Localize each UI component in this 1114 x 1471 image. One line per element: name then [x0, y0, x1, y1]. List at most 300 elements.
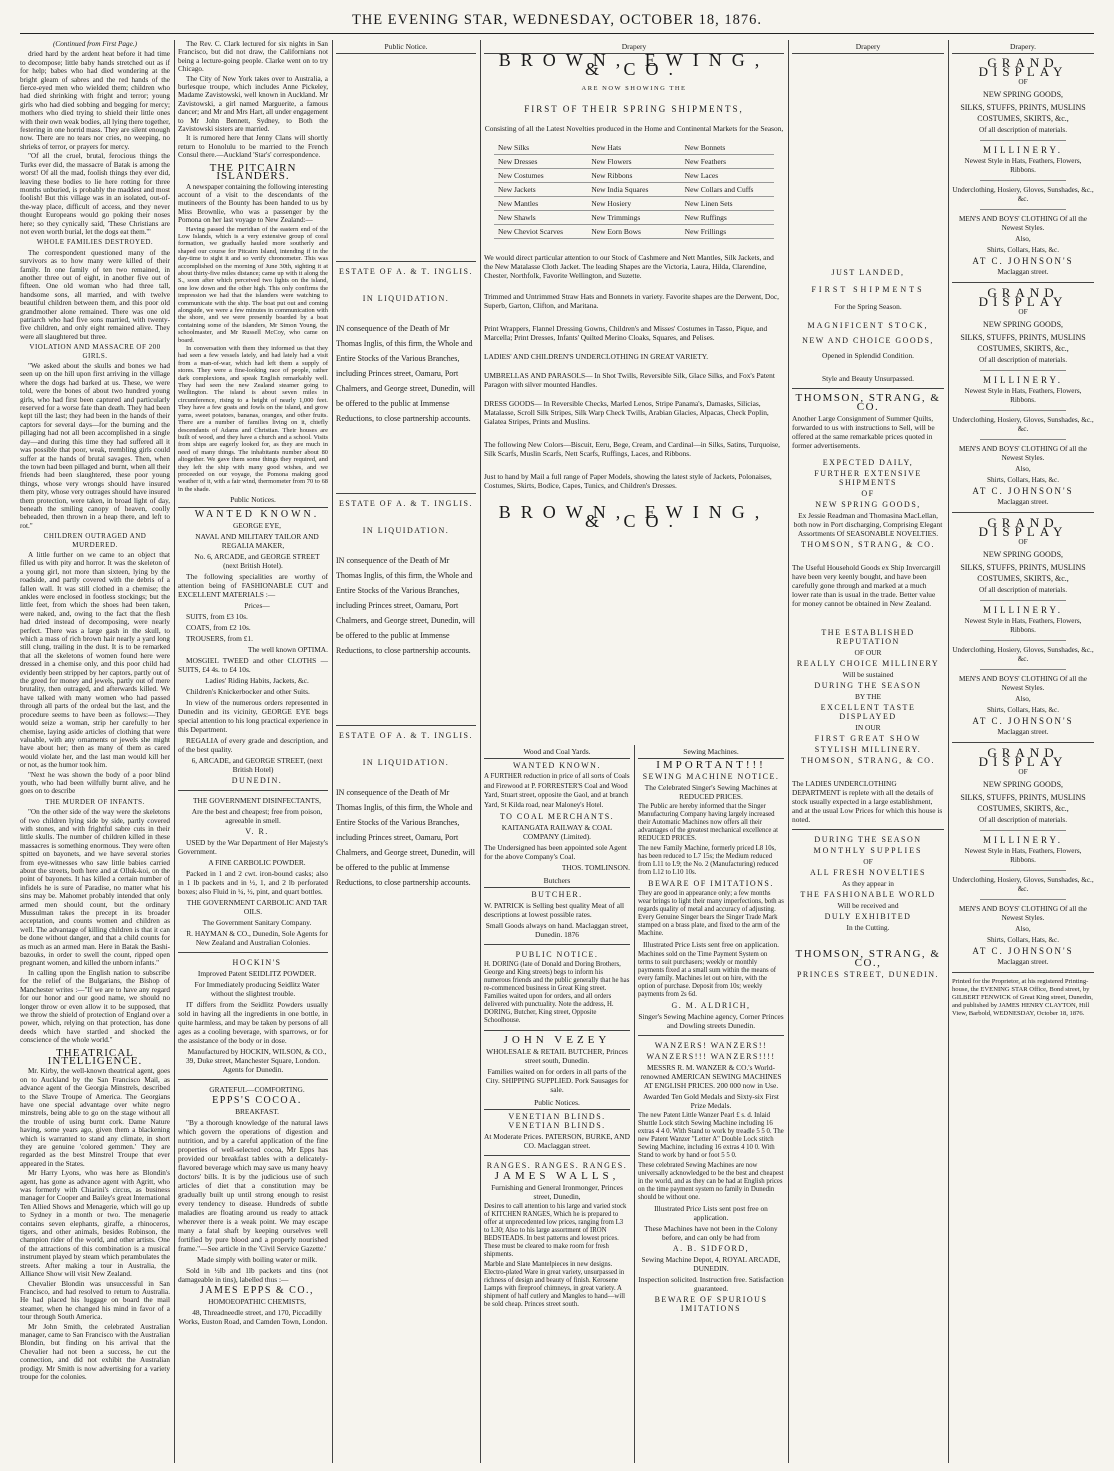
- ad-line: NAVAL AND MILITARY TAILOR AND REGALIA MAKER,: [195, 531, 319, 550]
- ad-line: Just to hand by Mail a full range of Paper Models, showing the latest style of Jackets, Polonaises, Costumes, Skirts, Bodice, Capes, Tunics, and Children's Dresses.: [484, 472, 772, 490]
- ad-line: Children's Knickerbocker and other Suits.: [186, 686, 310, 696]
- section-label: Drapery: [792, 40, 944, 54]
- ad-title: BEWARE OF IMITATIONS.: [648, 879, 774, 888]
- grand-display-advert: [952, 55, 1094, 277]
- divider: [178, 952, 328, 953]
- article-paragraph: Chevalier Blondin was unsuccessful in San Francisco, and had resolved to return to Australia. He had placed his luggage on board the mail steamer, when he changed his mind in favor of a tour through South America.: [20, 1279, 170, 1322]
- firm-name: THOMSON, STRANG, & CO.: [801, 540, 935, 549]
- ad-line: In the Cutting.: [846, 923, 890, 932]
- ad-line: NEW SPRING GOODS,: [982, 90, 1064, 99]
- ad-line: AT C. JOHNSON'S: [972, 946, 1074, 956]
- advert-disinfectants: [178, 796, 328, 947]
- imprint: Printed for the Proprietor, at his registered Printing-house, the EVENING STAR Office, Bond street, by GILBERT FENWICK of Great King street, Dunedin, and published by JAMES HENRY CLAYTON, Hill View, Barbold, WEDNESDAY, October 18, 1876.: [952, 978, 1093, 1017]
- blank-space: [792, 56, 944, 266]
- ad-line: Singer's Sewing Machine agency, Corner Princes and Dowling streets Dunedin.: [638, 1012, 784, 1030]
- ad-line: Newest Style in Hats, Feathers, Flowers, Ribbons.: [964, 617, 1082, 634]
- ad-line: DRESS GOODS— In Reversible Checks, Marled Lenos, Stripe Panama's, Damasks, Silicias, Matalasse, Scroll Silk Stripes, Silk Warp Check Twills, Arabian Glacies, Alpacas, Check Poplin, Galatea Stripes, Prints and Muslins.: [484, 399, 769, 426]
- ad-line: TROUSERS, from £1.: [186, 633, 253, 643]
- firm-name: THOMSON, STRANG, & CO.,: [795, 948, 941, 969]
- ad-line: COATS, from £2 10s.: [186, 622, 251, 632]
- ad-line: BY THE: [854, 692, 882, 701]
- column-6: [952, 40, 1094, 1463]
- grand-display-advert: [952, 285, 1094, 507]
- article-paragraph: In calling upon the English nation to subscribe for the relief of the Bulgarians, the Bishop of Manchester writes :—"If we are to have any regard for our honor and our good name, we should no longer throw or even allow it to be supposed, that we throw the shield of protection of England over a power, which, relying on that protection, has done deeds which have startled and shocked the conscience of the whole world.": [20, 968, 170, 1045]
- blank-space: [336, 56, 476, 256]
- ad-line: Of all description of materials.: [978, 816, 1068, 824]
- ad-line: No. 6, ARCADE, and GEORGE STREET (next British Hotel).: [194, 551, 320, 570]
- ad-line: IT differs from the Seidlitz Powders usually sold in having all the ingredients in one bottle, in quite harmless, and may be taken by persons of all ages as a cooling beverage, with sparrows, or for the assistance of the body or in dose.: [178, 999, 328, 1045]
- ad-line: Shirts, Collars, Hats, &c.: [986, 936, 1060, 944]
- ad-line: Marble and Slate Mantelpieces in new designs. Electro-plated Ware in great variety, unsurpassed in richness of design and beauty of finish. Kerosene Lamps with fireproof chimneys, in great variety. A shipment of half cutlery and Mangles to hand—will be sold cheap. Princes street south.: [484, 1261, 626, 1308]
- section-label: Public Notices.: [484, 1096, 630, 1110]
- ad-line: MEN'S AND BOYS' CLOTHING Of all the Newest Styles.: [959, 675, 1087, 692]
- ad-line: Also,: [1015, 465, 1031, 473]
- column-1: [20, 40, 170, 1463]
- ad-line: WHOLESALE & RETAIL BUTCHER, Princes street south, Dunedin.: [486, 1047, 628, 1065]
- ad-line: OF: [861, 489, 875, 498]
- ad-line: V. R.: [245, 826, 269, 836]
- divider: [980, 140, 1065, 141]
- ad-title: VENETIAN BLINDS. VENETIAN BLINDS.: [508, 1112, 606, 1130]
- article-paragraph: Having passed the meridian of the eastern end of the Low Islands, which is a very extensive group of coral formation, we gradually hauled more southerly and shaped our course for Pitcairn Island, intending if in the day-time to sight it and so verify chronometer. This was accomplished on the morning of June 30th, sighting it at about thirty-five miles distance; came up with it along the S., soon after which perceived two lights on the island, one low down and the other high. This only confirms the impression we had that the islanders were watching to communicate with the ship. The boat put out and coming alongside, we were a few minutes in communication with the shore, and we were presently boarded by a boat containing some of the islanders, Mr Simon Young, the schoolmaster, and Mr Russell McCoy, who came on board.: [178, 225, 328, 344]
- article-paragraph: In conversation with them they informed us that they had seen a few vessels lately, and had lately had a visit from a man-of-war, which had left them a supply of stores. They were a fine-looking race of people, rather dark complexions, and speak English remarkably well. They had seen the new Zealand steamer going to Wellington. The island is about seven miles in circumference, rising to a height of nearly 1,000 feet. They have a few goats and fowls on the island, and grow yams, sweet potatoes, bananas, oranges, and other fruits. There are a number of families living on it, chiefly descendants of Adams and Christian. Their houses are built of wood, and they have a church and a school. Visits from ships are eagerly looked for, as they are much in need of many things. The inhabitants number about 80 altogether. We gave them some things they required, and they left the ship with many good wishes, and we proceeded on our voyage, the Pomona making good weather of it, with a fair wind, thermometer from 70 to 68 in the shade.: [178, 345, 328, 493]
- article-paragraph: The correspondent questioned many of the survivors as to how many were killed of their family. In one family of ten two remained, in another three out of eight, in another five out of fifteen. One old woman who had three tall, handsome sons, all married, and with twelve beautiful children between them, and this poor old grandmother alone remained. There was one old patriarch who had five sons married, with twenty-five children, and only eight remained alive. They were all slaughtered but three.: [20, 248, 170, 341]
- ad-line: Manufactured by HOCKIN, WILSON, & CO., 39, Duke street, Manchester Square, London. Agents for Dunedin.: [185, 1046, 327, 1074]
- firm-name: BROWN, EWING, & CO.: [498, 502, 770, 531]
- liquidation-label: IN LIQUIDATION.: [362, 758, 450, 767]
- ad-line: AT C. JOHNSON'S: [972, 486, 1074, 496]
- ad-line: Also,: [1015, 235, 1031, 243]
- ad-line: 48, Threadneedle street, and 170, Piccadilly Works, Euston Road, and Camden Town, London.: [178, 1307, 328, 1326]
- ad-line: OF: [1018, 78, 1028, 86]
- ad-line: NEW AND CHOICE GOODS,: [802, 336, 934, 345]
- ad-line: Opened in Splendid Condition.: [822, 351, 914, 360]
- grid-item: New India Squares: [587, 183, 680, 197]
- article-paragraph: Mr John Smith, the celebrated Australian manager, came to San Francisco with the Australian Blondin, but finding on his arrival that the Chevalier had not been a success, he cut the connection, and did not exhibit the Australian prodigy. Mr Smith is now advertising for a variety troupe for the colonies.: [20, 1322, 170, 1381]
- ad-title: PUBLIC NOTICE.: [515, 950, 599, 959]
- ad-line: We would direct particular attention to our Stock of Cashmere and Nett Mantles, Silk Jackets, and the New Matalasse Cloth Jacket. The leading Shapes are the Victoria, Laura, Hilda, Clarendine, Chester, Northfolk, Favorite Wellington, and Suzette.: [484, 253, 774, 280]
- ad-line: The new Family Machine, formerly priced L8 10s, has been reduced to L7 15s; the Medium reduced from L11 to L9; the No. 2 (Manufacturing) reduced from L12 to L10 10s.: [638, 845, 779, 876]
- estate-notice: [336, 493, 476, 658]
- firm-name: THOMSON, STRANG, & CO.: [795, 392, 941, 413]
- column-divider: [634, 745, 635, 1463]
- ad-line: At Moderate Prices. PATERSON, BURKE, AND CO. Maclaggan street.: [484, 1132, 630, 1150]
- column-4-top: [484, 40, 784, 740]
- ad-line: Newest Style in Hats, Feathers, Flowers, Ribbons.: [964, 157, 1082, 174]
- ad-line: Maclaggan street.: [997, 958, 1049, 966]
- ad-line: Underclothing, Hosiery, Gloves, Sunshades, &c., &c.: [952, 876, 1094, 893]
- ad-line: The LADIES UNDERCLOTHING DEPARTMENT is replete with all the details of stock usually expected in a large establishment, and at the usual Low Prices for which this house is noted.: [792, 779, 943, 824]
- grand-display-advert: [952, 745, 1094, 967]
- ad-line: SILKS, STUFFS, PRINTS, MUSLINS COSTUMES, SKIRTS, &c.,: [960, 333, 1086, 353]
- article-paragraph: "We asked about the skulls and bones we had seen up on the hill upon first arriving in the village where the dogs had barked at us. These, we were told, were the bones of about two hundred young girls, who had first been captured and particularly reserved for a worse fate than death. They had been kept till the last; they had been in the hands of their captors for several days—for the burning and the pillaging had not all been accomplished in a single day—and during this time they had suffered all it was possible that poor, weak, trembling girls could suffer at the hands of brutal savages. Then, when the town had been pillaged and burnt, when all their friends had been slaughtered, these poor young things, whose very wrongs should have insured them pity, whose very outrages should have insured them protection, were taken, in broad light of day, beneath the smiling canopy of heaven, coolly beheaded, then thrown in a heap there, and left to rot.": [20, 362, 170, 530]
- ad-line: Underclothing, Hosiery, Gloves, Sunshades, &c., &c.: [952, 416, 1094, 433]
- ad-line: Sewing Machine Depot, 4, ROYAL ARCADE, DUNEDIN.: [641, 1255, 781, 1273]
- ad-line: MEN'S AND BOYS' CLOTHING Of all the Newest Styles.: [959, 905, 1087, 922]
- ad-title: SEWING MACHINE NOTICE.: [642, 772, 780, 781]
- divider: [980, 180, 1065, 181]
- divider: [980, 830, 1065, 831]
- ad-line: The Undersigned has been appointed sole Agent for the above Company's Coal.: [484, 843, 627, 861]
- ad-line: MILLINERY.: [982, 375, 1064, 385]
- ad-line: Maclaggan street.: [997, 268, 1049, 276]
- article-paragraph: "Of all the cruel, brutal, ferocious things the Turks ever did, the massacre of Batak is among the worst! Of all the mad, foolish things they ever did, leaving these bodies to lie here rotting for three months unburied, is probably the maddest and most foolish! But this village was in an isolated, out-of-the-way place, difficult of access, and they never thought Europeans would go poking their noses here; so they cynically said, 'These Christians are not even worth burial, let the dogs eat them.'": [20, 152, 170, 236]
- grid-item: New Mantles: [494, 197, 587, 211]
- divider: [484, 1030, 630, 1031]
- grid-item: New Ruffings: [681, 211, 774, 225]
- section-label: Public Notices.: [178, 494, 328, 507]
- ad-title: GRAND DISPLAY: [978, 285, 1068, 309]
- estate-title: ESTATE OF A. & T. INGLIS.: [339, 499, 473, 508]
- blank-space: [336, 660, 476, 720]
- continued-note: (Continued from First Page.): [53, 40, 137, 48]
- ad-line: GEORGE EYE,: [232, 520, 282, 530]
- ad-line: A FURTHER reduction in price of all sorts of Coals and Firewood at P. FORRESTER'S Coal and Wood Yard, Stuart street, opposite the Gaol, and at branch Yard, St Kilda road, near Maloney's Hotel.: [484, 772, 630, 809]
- firm-name: BROWN, EWING, & CO.: [498, 50, 770, 79]
- ad-line: BREAKFAST.: [235, 1106, 279, 1116]
- grid-item: New Collars and Cuffs: [681, 183, 774, 197]
- ad-title: WANZERS! WANZERS!!: [654, 1041, 768, 1050]
- ad-line: UMBRELLAS AND PARASOLS— In Shot Twills, Reversible Silk, Glace Silks, and Fox's Patent Paragon with silver mounted Handles.: [484, 371, 775, 389]
- estate-title: ESTATE OF A. & T. INGLIS.: [339, 267, 473, 276]
- ad-line: MILLINERY.: [982, 835, 1064, 845]
- ad-line: OF OUR: [854, 648, 882, 657]
- ad-title: JOHN VEZEY: [503, 1034, 611, 1046]
- ad-title: WANTED KNOWN.: [194, 508, 320, 520]
- ad-line: NEW SPRING GOODS,: [815, 500, 921, 509]
- ad-line: EXCELLENT TASTE DISPLAYED: [820, 703, 916, 721]
- ad-line: AT C. JOHNSON'S: [972, 716, 1074, 726]
- section-label: Drapery.: [952, 40, 1094, 54]
- ad-line: SILKS, STUFFS, PRINTS, MUSLINS COSTUMES, SKIRTS, &c.,: [960, 103, 1086, 123]
- ad-line: W. PATRICK is Selling best quality Meat of all descriptions at lowest possible rates.: [484, 901, 625, 919]
- divider: [792, 829, 944, 830]
- grid-item: New Bonnets: [681, 141, 774, 155]
- divider: [178, 790, 328, 791]
- grid-item: New Flowers: [587, 155, 680, 169]
- ad-line: MOSGIEL TWEED and other CLOTHS —SUITS, £4 4s. to £4 10s.: [178, 655, 328, 674]
- ad-line: JUST LANDED,: [831, 268, 905, 277]
- ad-line: DURING THE SEASON: [814, 835, 922, 844]
- article-paragraph: dried hard by the ardent heat before it had time to decompose; little baby hands stretched out as if for help; babes who had died wondering at the bright gleam of sabres and the red hands of the fierce-eyed men who wielded them; children who had died shrinking with fright and terror; young girls who had died sobbing and begging for mercy; mothers who died trying to shield their little ones with their own weak bodies, all lying there together, festering in one horrid mass. They are silent enough now. There are no tears nor cries, no weeping, no shrieks of terror, or prayers for mercy.: [20, 50, 170, 151]
- ad-line: The Celebrated Singer's Sewing Machines at REDUCED PRICES.: [644, 783, 778, 801]
- article-paragraph: The Rev. C. Clark lectured for six nights in San Francisco, but did not draw, the Californians not being a lecture-going people. Clarke went on to try Chicago.: [178, 40, 328, 74]
- divider: [980, 410, 1065, 411]
- article-paragraph: Mr Harry Lyons, who was here as Blondin's agent, has gone as advance agent with Agritt, who was formerly with Chiarini's circus, as business manager for Cooper and Bailey's great International Ten Allied Shows and Menagerie, which will go up to Sydney in a month or two. The menagerie contains seven elephants, giraffe, a rhinoceros, tigers, and other animals, besides Robinson, the champion rider of the world, and other artists. One of the attractions of this combination is a musical instrument played by steam which perambulates the streets. After making a tour in Australia, the Alliance Show will visit New Zealand.: [20, 1169, 170, 1279]
- ad-line: Made simply with boiling water or milk.: [196, 1254, 318, 1264]
- ad-title: GRAND DISPLAY: [978, 515, 1068, 539]
- section-label: Public Notice.: [336, 40, 476, 54]
- ad-line: Sold in ½lb and 1lb packets and tins (not damageable in tins), labelled thus :—: [178, 1265, 328, 1284]
- ad-line: MESSRS R. M. WANZER & CO.'s World-renowned AMERICAN SEWING MACHINES AT ENGLISH PRICES. 200 000 now in Use.: [640, 1063, 782, 1090]
- ad-line: SILKS, STUFFS, PRINTS, MUSLINS COSTUMES, SKIRTS, &c.,: [960, 563, 1086, 583]
- grid-item: New Dresses: [494, 155, 587, 169]
- article-paragraph: "Next he was shown the body of a poor blind youth, who had been wilfully burnt alive, and he goes on to describe: [20, 770, 170, 796]
- ad-line: These celebrated Sewing Machines are now universally acknowledged to be the best and cheapest in the world, and as they can be had at English prices on the time payment system no family in Dunedin should be without one.: [638, 1162, 784, 1201]
- ad-line: MONTHLY SUPPLIES: [813, 846, 923, 855]
- ad-line: Underclothing, Hosiery, Gloves, Sunshades, &c., &c.: [952, 646, 1094, 663]
- ad-line: As they appear in: [842, 879, 894, 888]
- section-label: Butchers: [484, 874, 630, 888]
- ad-line: OF: [863, 857, 873, 866]
- ad-line: Families waited on for orders in all parts of the City. SHIPPING SUPPLIED. Pork Sausages for sale.: [485, 1067, 629, 1094]
- column-4-lower-right: [638, 745, 784, 1463]
- article-paragraph: A newspaper containing the following interesting account of a visit to the descendants of the mutineers of the Bounty has been handed to us by Miss Brownlie, who was a passenger by the Pomona on her last voyage to New Zealand:—: [178, 182, 328, 225]
- ad-line: Another Large Consignment of Summer Quilts, forwarded to us with instructions to Sell, will be offered at the same remarkable prices quoted in former advertisements.: [792, 414, 935, 450]
- ad-line: REGALIA of every grade and description, and of the best quality.: [178, 735, 328, 754]
- ad-line: Newest Style in Hats, Feathers, Flowers, Ribbons.: [964, 847, 1082, 864]
- ad-line: Are the best and cheapest; free from poison, agreeable in smell.: [191, 806, 323, 825]
- estate-body: IN consequence of the Death of Mr Thomas Inglis, of this firm, the Whole and Entire Stocks of the Various Branches, including Princes street, Oamaru, Port Chalmers, and George street, Dunedin, will be offered to the public at Immense Reductions, to close partnership accounts.: [336, 556, 475, 655]
- ad-line: "By a thorough knowledge of the natural laws which govern the operations of digestion and nutrition, and by a careful application of the fine properties of well-selected cocoa, Mr Epps has provided our breakfast tables with a delicately-flavored beverage which may save us many heavy doctors' bills. It is by the judicious use of such articles of diet that a constitution may be gradually built up until strong enough to resist every tendency to disease. Hundreds of subtle maladies are floating around us ready to attack wherever there is a weak point. We may escape many a fatal shaft by keeping ourselves well fortified by pure blood and a properly nourished frame."—See article in the 'Civil Service Gazette.': [178, 1117, 328, 1253]
- advert-epps-cocoa: [178, 1085, 328, 1326]
- divider: [980, 870, 1065, 871]
- ad-line: Prices—: [244, 600, 270, 610]
- grid-item: New Hats: [587, 141, 680, 155]
- grid-item: New Shawls: [494, 211, 587, 225]
- ad-line: MEN'S AND BOYS' CLOTHING Of all the Newest Styles.: [959, 445, 1087, 462]
- ad-line: These Machines have not been in the Colony before, and can only be had from: [644, 1224, 778, 1242]
- grid-item: New Costumes: [494, 169, 587, 183]
- ad-line: SUITS, from £3 10s.: [186, 611, 248, 621]
- article-paragraph: Mr. Kirby, the well-known theatrical agent, goes on to Auckland by the San Francisco Mail, as advance agent of the Georgia Minstrels, described to the Slave Troupe of America. The Georgians have one special advantage over white negro minstrels, being able to go on the stage without all the trouble of using burnt cork. Dame Nature having, some years ago, given them a blackening which is warranted to stand any climate, in short they are genuine 'colored gemmen.' They are regarded as the best Minstrel Troupe that ever appeared in the States.: [20, 1067, 170, 1168]
- ad-line: EPPS'S COCOA.: [212, 1094, 302, 1106]
- ad-line: OF: [1018, 768, 1028, 776]
- ad-line: Style and Beauty Unsurpassed.: [822, 374, 914, 383]
- ad-line: JAMES EPPS & CO.,: [199, 1284, 315, 1296]
- divider: [980, 209, 1065, 210]
- ad-line: The new Patent Little Wanzer Pearl £ s. d. Inlaid Shuttle Lock stitch Sewing Machine including 16 extras 4 4 0. With Stand to work by treadle 5 5 0. The new Patent Wanzer "Letter A" Double Lock stitch Sewing Machine, including 16 extras 4 10 0. With Stand to work by hand or foot 5 5 0.: [638, 1112, 784, 1159]
- estate-notice: [336, 725, 476, 890]
- grid-item: New Eorn Bows: [587, 225, 680, 239]
- blank-space: [336, 428, 476, 488]
- ad-line: USED by the War Department of Her Majesty's Government.: [178, 837, 328, 856]
- masthead: [20, 4, 1094, 34]
- section-heading: THEATRICAL INTELLIGENCE.: [47, 1046, 143, 1067]
- subheading: WHOLE FAMILIES DESTROYED.: [36, 238, 154, 247]
- ad-line: FURTHER EXTENSIVE SHIPMENTS: [814, 469, 922, 487]
- ad-line: OF: [1018, 308, 1028, 316]
- masthead-title: THE EVENING STAR, WEDNESDAY, OCTOBER 18, 1876.: [351, 12, 763, 28]
- subheading: THE MURDER OF INFANTS.: [45, 797, 145, 806]
- ad-line: Will be received and: [837, 901, 899, 910]
- ad-line: STYLISH MILLINERY.: [814, 745, 922, 754]
- ad-title: IMPORTANT!!!: [656, 759, 766, 771]
- ad-title: GRAND DISPLAY: [978, 745, 1068, 769]
- ad-line: Small Goods always on hand. Maclaggan street, Dunedin. 1876: [485, 921, 629, 939]
- ad-line: THOS. TOMLINSON.: [561, 863, 630, 872]
- advert-george-eye: [178, 510, 328, 785]
- column-divider: [174, 40, 175, 1463]
- divider: [484, 944, 630, 945]
- ad-line: A FINE CARBOLIC POWDER.: [208, 857, 306, 867]
- estate-body: IN consequence of the Death of Mr Thomas Inglis, of this firm, the Whole and Entire Stocks of the Various Branches, including Princes street, Oamaru, Port Chalmers, and George street, Dunedin, will be offered to the public at Immense Reductions, to close partnership accounts.: [336, 788, 475, 887]
- divider: [178, 1079, 328, 1080]
- column-5: [792, 40, 944, 1463]
- ad-line: ALL FRESH NOVELTIES: [810, 868, 926, 877]
- column-divider: [480, 40, 481, 1463]
- ad-line: DURING THE SEASON: [814, 681, 922, 690]
- grid-item: New Frillings: [681, 225, 774, 239]
- grid-item: New Cheviot Scarves: [494, 225, 587, 239]
- ad-line: Trimmed and Untrimmed Straw Hats and Bonnets in variety. Favorite shapes are the Derwent, Doc, Superb, Garton, Clifton, and Maritana.: [484, 292, 780, 310]
- ad-line: For Immediately producing Seidlitz Water without the slightest trouble.: [194, 979, 320, 998]
- column-3: [336, 40, 476, 1463]
- ad-line: IN OUR: [855, 723, 881, 732]
- ad-line: OF: [1018, 538, 1028, 546]
- ad-line: REALLY CHOICE MILLINERY: [796, 659, 940, 668]
- ad-line: Ex Jessie Readman and Thomasina MacLellan, both now in Port discharging, Comprising Elegant Assortments Of SEASONABLE NOVELTIES.: [793, 511, 943, 538]
- column-divider: [948, 40, 949, 1463]
- ad-line: Also,: [1015, 695, 1031, 703]
- ad-line: THE ESTABLISHED REPUTATION: [821, 628, 915, 646]
- ad-line: The following specialities are worthy of attention being of FASHIONABLE CUT and EXCELLENT MATERIALS :—: [178, 571, 328, 599]
- ad-line: Inspection solicited. Instruction free. Satisfaction guaranteed.: [638, 1275, 784, 1293]
- ad-line: For the Spring Season.: [834, 302, 902, 311]
- divider: [952, 282, 1094, 283]
- ad-line: Illustrated Price Lists sent post free on application.: [654, 1204, 768, 1222]
- ad-line: FIRST SHIPMENTS: [811, 285, 925, 294]
- novelties-grid: [494, 141, 774, 239]
- estate-body: IN consequence of the Death of Mr Thomas Inglis, of this firm, the Whole and Entire Stocks of the Various Branches, including Princes street, Oamaru, Port Chalmers, and George street, Dunedin, will be offered to the public at Immense Reductions, to close partnership accounts.: [336, 324, 475, 423]
- grid-item: New Ribbons: [587, 169, 680, 183]
- ad-line: NEW SPRING GOODS,: [982, 780, 1064, 789]
- section-label: Sewing Machines.: [638, 745, 784, 759]
- ad-line: Ladies' Riding Habits, Jackets, &c.: [205, 675, 309, 685]
- ad-line: MAGNIFICENT STOCK,: [807, 321, 929, 330]
- ad-line: Shirts, Collars, Hats, &c.: [986, 246, 1060, 254]
- ad-line: Consisting of all the Latest Novelties produced in the Home and Continental Markets for the Season,: [484, 124, 784, 133]
- ad-title: JAMES WALLS,: [494, 1170, 620, 1182]
- ad-line: LADIES' AND CHILDREN'S UNDERCLOTHING IN GREAT VARIETY.: [484, 352, 709, 361]
- ad-title: WANZERS!!! WANZERS!!!!: [646, 1052, 776, 1061]
- ad-line: HOMOEOPATHIC CHEMISTS,: [208, 1296, 306, 1306]
- article-paragraph: A little further on we came to an object that filled us with pity and horror. It was the skeleton of a young girl, not more than sixteen, lying by the roadside, and partly covered with the debris of a fallen wall. It was still clothed in a chemise; the ankles were enclosed in footless stockings; but the little feet, from which the shoes had been taken, were naked, and, owing to the fact that the flesh had dried instead of decomposing, were nearly perfect. There was a large gash in the skull, to which a mass of rich brown hair nearly a yard long still clung, trailing in the dust. It is to be remarked that all the skeletons of women found here were dressed in a chemise only, and this poor child had evidently been stripped by her captors, partly out of the greed for money and jewels, partly out of mere brutality, then outraged, and afterwards killed. We have talked with many women who had passed through all parts of the ordeal but the last, and the procedure seems to have been as follows:—They would seize a woman, strip her carefully to her chemise, laying aside articles of clothing that were valuable, with any ornaments or jewels she might have about her; then as many of them as cared would violate her, and the last man would kill her or not, as the humor took him.: [20, 550, 170, 770]
- ad-line: AT C. JOHNSON'S: [972, 256, 1074, 266]
- ad-line: THE FASHIONABLE WORLD: [800, 890, 936, 899]
- divider: [952, 972, 1094, 973]
- column-2: [178, 40, 328, 1463]
- ad-title: BEWARE OF SPURIOUS IMITATIONS: [654, 1295, 768, 1313]
- ad-title: HOCKIN'S: [232, 957, 282, 967]
- ad-line: Packed in 1 and 2 cwt. iron-bound casks; also in 1 lb packets and in ½, 1, and 2 lb perforated boxes; also Fluid in ¼, ½, pint, and quart bottles.: [178, 868, 328, 896]
- ad-line: Awarded Ten Gold Medals and Sixty-six First Prize Medals.: [643, 1092, 779, 1110]
- ad-line: Shirts, Collars, Hats, &c.: [986, 476, 1060, 484]
- grid-item: New Feathers: [681, 155, 774, 169]
- firm-name: THOMSON, STRANG, & CO.: [801, 756, 935, 765]
- article-paragraph: "On the other side of the way were the skeletons of two children lying side by side, partly covered with stones, and with frightful sabre cuts in their little skulls. The number of children killed in these massacres is something enormous. They were often spitted on bayonets, and we have several stories from eye-witnesses who saw little babies carried about the streets, both here and at Olluk-koi, on the point of bayonets. It has killed a certain number of infidels he is sure of Paradise, no matter what his sins may be. Mahomet probably intended that only armed men should count, but the ordinary Mussulman takes the precept in its broader acceptation, and counts women and children as well. The advantage of killing children is that it can be done without danger, and that a child counts for as much as an armed man. Here in Batak the Bashi-bazouks, in order to swell the count, ripped open pregnant women, and killed the unborn infants.": [20, 808, 170, 968]
- ad-line: MILLINERY.: [982, 605, 1064, 615]
- subheading: VIOLATION AND MASSACRE OF 200 GIRLS.: [29, 343, 161, 360]
- article-paragraph: The City of New York takes over to Australia, a burlesque troupe, which includes Anne Pickeley, Madame Zavistowski, well known in Auckland. Mr Zavistowski, a girl named Marguerite, a famous dancer; and Mr and Mrs Hart, all under engagement to Mr John Bennett, Sydney, to Both the Zavistowski sisters are married.: [178, 74, 328, 134]
- subheading: CHILDREN OUTRAGED AND MURDERED.: [43, 532, 147, 549]
- divider: [980, 640, 1065, 641]
- grid-item: New Laces: [681, 169, 774, 183]
- ad-line: Print Wrappers, Flannel Dressing Gowns, Children's and Misses' Costumes in Tasso, Pique, and Marcella; Print Dresses, Infants' Quilted Merino Cloaks, Squares, and Pelises.: [484, 324, 768, 342]
- divider: [980, 669, 1065, 670]
- ad-line: THE GOVERNMENT CARBOLIC AND TAR OILS.: [186, 897, 328, 916]
- section-heading: THE PITCAIRN ISLANDERS.: [209, 161, 297, 183]
- ad-title: THE GOVERNMENT DISINFECTANTS,: [193, 795, 321, 805]
- grid-item: New Hosiery: [587, 197, 680, 211]
- ad-title: TO COAL MERCHANTS.: [499, 812, 615, 821]
- grid-item: New Silks: [494, 141, 587, 155]
- ad-line: NEW SPRING GOODS,: [982, 320, 1064, 329]
- ad-line: FIRST OF THEIR SPRING SHIPMENTS,: [524, 104, 744, 114]
- divider: [484, 1155, 630, 1156]
- section-label: Wood and Coal Yards.: [484, 745, 630, 759]
- divider: [336, 261, 476, 262]
- column-divider: [332, 40, 333, 1463]
- ad-line: The following New Colors—Biscuit, Eeru, Bege, Cream, and Cardinal—in Silks, Satins, Turquoise, Silk Scarfs, Muslin Scarfs, Nett Scarfs, Ruffings, Laces, and Ribbons.: [484, 440, 781, 458]
- ad-title: RANGES. RANGES. RANGES.: [486, 1161, 628, 1170]
- ad-line: Maclaggan street.: [997, 728, 1049, 736]
- divider: [336, 493, 476, 494]
- divider: [638, 1035, 784, 1036]
- ad-line: Newest Style in Hats, Feathers, Flowers, Ribbons.: [964, 387, 1082, 404]
- column-divider: [788, 40, 789, 1463]
- divider: [952, 742, 1094, 743]
- grid-item: New Trimmings: [587, 211, 680, 225]
- ad-line: SILKS, STUFFS, PRINTS, MUSLINS COSTUMES, SKIRTS, &c.,: [960, 793, 1086, 813]
- ad-title: GRATEFUL—COMFORTING.: [209, 1084, 305, 1094]
- ad-line: FIRST GREAT SHOW: [814, 734, 922, 743]
- ad-line: 6, ARCADE, and GEORGE STREET, (next British Hotel): [191, 755, 323, 774]
- ad-line: Also,: [1015, 925, 1031, 933]
- estate-title: ESTATE OF A. & T. INGLIS.: [339, 731, 473, 740]
- liquidation-label: IN LIQUIDATION.: [362, 294, 450, 303]
- ad-line: They are good in appearance only; a few months wear brings to light their many imperfections, both as regards quality of metal and accuracy of adjusting. Every Genuine Singer bears the Singer Trade Mark stamped on a brass plate, and fixed to the arm of the Machine.: [638, 890, 784, 937]
- ad-line: Maclaggan street.: [997, 498, 1049, 506]
- ad-line: R. HAYMAN & CO., Dunedin, Sole Agents for New Zealand and Australian Colonies.: [186, 928, 328, 947]
- ad-title: GRAND DISPLAY: [978, 55, 1068, 79]
- ad-line: KAITANGATA RAILWAY & COAL COMPANY (Limited).: [501, 823, 613, 841]
- ad-line: Of all description of materials.: [978, 126, 1068, 134]
- ad-line: EXPECTED DAILY,: [822, 458, 914, 467]
- ad-line: The Public are hereby informed that the Singer Manufacturing Company having largely increased their Automatic Machines now offers all their advantages of the greatest mechanical excellence at REDUCED PRICES.: [638, 803, 779, 842]
- divider: [980, 370, 1065, 371]
- section-label: Drapery: [484, 40, 784, 54]
- ad-title: G. M. ALDRICH,: [671, 1001, 751, 1010]
- estate-notice: [336, 261, 476, 426]
- divider: [336, 725, 476, 726]
- ad-line: Illustrated Price Lists sent free on application.: [642, 940, 780, 949]
- ad-line: The well known OPTIMA.: [247, 644, 328, 654]
- ad-line: NEW SPRING GOODS,: [982, 550, 1064, 559]
- ad-title: A. B. SIDFORD,: [672, 1244, 750, 1253]
- liquidation-label: IN LIQUIDATION.: [362, 526, 450, 535]
- ad-line: H. DORING (late of Donald and Doring Brothers, George and King streets) begs to inform his numerous friends and the public generally that he has re-commenced business in Great King street. Families waited upon for orders, and all orders delivered with punctuality. Note the address, H. DORING, Butcher, King street, Opposite Schoolhouse.: [484, 961, 630, 1024]
- ad-line: Will be sustained: [842, 670, 894, 679]
- ad-line: Improved Patent SEIDLITZ POWDER.: [197, 968, 317, 978]
- article-paragraph: It is rumored here that Jenny Clans will shortly return to Honolulu to be married to the French Consul there.—Auckland 'Star's' correspondence.: [178, 134, 328, 160]
- ad-line: ARE NOW SHOWING THE: [581, 85, 687, 92]
- advert-hockins: [178, 958, 328, 1074]
- divider: [980, 439, 1065, 440]
- ad-line: Of all description of materials.: [978, 356, 1068, 364]
- column-4-lower-left: [484, 745, 630, 1463]
- ad-line: Furnishing and General Ironmonger, Princes street, Dunedin,: [491, 1183, 623, 1201]
- divider: [980, 600, 1065, 601]
- ad-line: MEN'S AND BOYS' CLOTHING Of all the Newest Styles.: [959, 215, 1087, 232]
- ad-line: Shirts, Collars, Hats, &c.: [986, 706, 1060, 714]
- divider: [980, 899, 1065, 900]
- ad-line: Underclothing, Hosiery, Gloves, Sunshades, &c., &c.: [952, 186, 1094, 203]
- ad-line: Desires to call attention to his large and varied stock of KITCHEN RANGES, Which he is prepared to offer at unprecedented low prices, ranging from L3 to L30; Also to his large assortment of IRON BEDSTEADS. In best patterns and lowest prices. These must be cleared to make room for fresh shipments.: [484, 1203, 627, 1258]
- divider: [792, 388, 944, 389]
- ad-line: The Government Sanitary Company.: [202, 917, 312, 927]
- ad-line: MILLINERY.: [982, 145, 1064, 155]
